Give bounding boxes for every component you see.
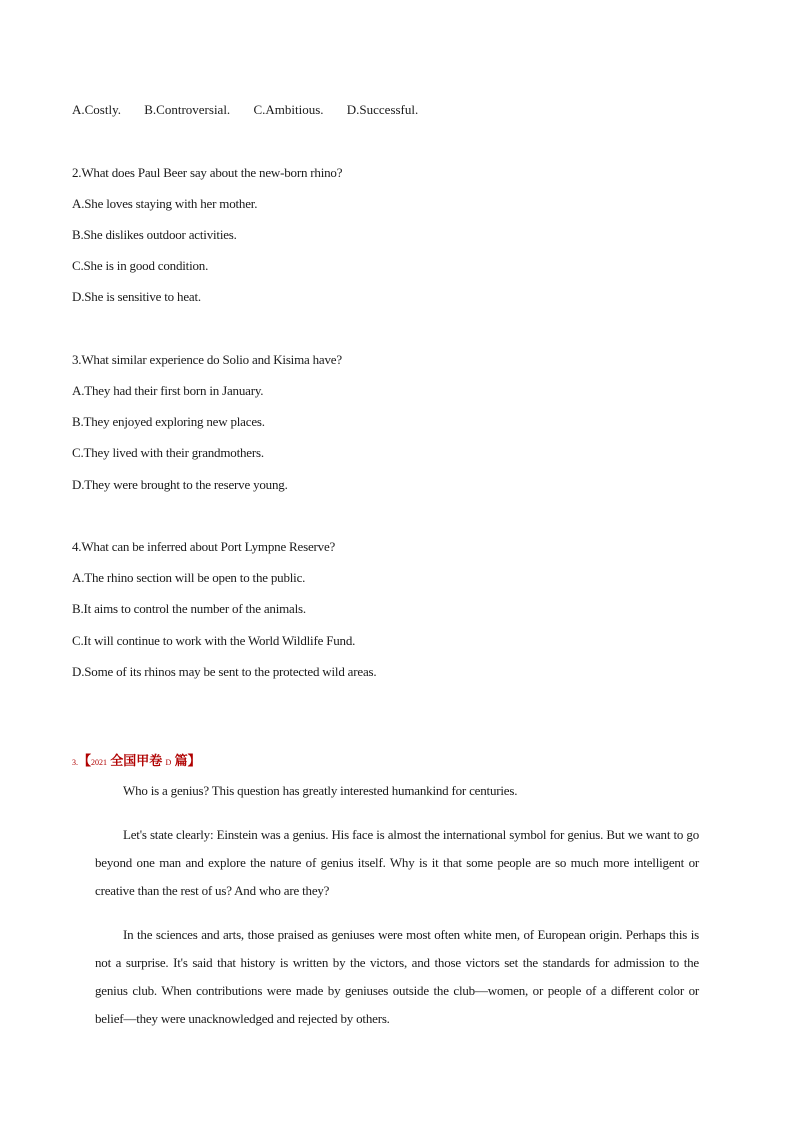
passage-paragraph-3: In the sciences and arts, those praised as geniuses were most often white men, of European origin. Perhaps this is not a surprise. It's said that history is written by the victors, and those victors set the standards for admission to the genius club. When contributions were made by geniuses outside the club—women, or people of a different color or belief—they were unacknowledged and rejected by others. — [95, 927, 699, 1026]
q3-option-b[interactable]: B.They enjoyed exploring new places. — [72, 414, 265, 429]
section-part-letter: D — [165, 758, 172, 767]
q1-option-b[interactable]: B.Controversial. — [144, 102, 231, 117]
q1-options — [72, 102, 438, 118]
q4-option-a[interactable]: A.The rhino section will be open to the public. — [72, 570, 306, 585]
section-bracket-open: 【 — [78, 753, 92, 768]
q4-option-b[interactable]: B.It aims to control the number of the animals. — [72, 601, 306, 616]
q2-option-a[interactable]: A.She loves staying with her mother. — [72, 196, 258, 211]
q3-option-a[interactable]: A.They had their first born in January. — [72, 383, 264, 398]
q4-option-d[interactable]: D.Some of its rhinos may be sent to the protected wild areas. — [72, 664, 377, 679]
q2-option-d[interactable]: D.She is sensitive to heat. — [72, 289, 201, 304]
passage-paragraph-2: Let's state clearly: Einstein was a genius. His face is almost the international symbol for genius. But we want to go beyond one man and explore the nature of genius itself. Why is it that some people are so much more intelligent or creative than the rest of us? And who are they? — [95, 827, 699, 898]
section-bracket-close: 】 — [187, 753, 201, 768]
q2-option-b[interactable]: B.She dislikes outdoor activities. — [72, 227, 237, 242]
q1-option-d[interactable]: D.Successful. — [346, 102, 419, 117]
section-number: 3. — [72, 758, 78, 767]
q3-option-c[interactable]: C.They lived with their grandmothers. — [72, 445, 264, 460]
q1-option-c[interactable]: C.Ambitious. — [253, 102, 324, 117]
section-year: 2021 — [91, 758, 108, 767]
q2-option-c[interactable]: C.She is in good condition. — [72, 258, 209, 273]
q3-question: 3.What similar experience do Solio and Kisima have? — [72, 352, 342, 367]
q4-option-c[interactable]: C.It will continue to work with the World Wildlife Fund. — [72, 633, 356, 648]
q2-question: 2.What does Paul Beer say about the new-born rhino? — [72, 165, 343, 180]
section-part-suffix: 篇 — [174, 753, 188, 768]
passage-paragraph-1: Who is a genius? This question has greatly interested humankind for centuries. — [123, 783, 518, 798]
q1-option-a[interactable]: A.Costly. — [72, 102, 121, 117]
section-title: 全国甲卷 — [110, 753, 163, 768]
q3-option-d[interactable]: D.They were brought to the reserve young. — [72, 477, 288, 492]
q4-question: 4.What can be inferred about Port Lympne Reserve? — [72, 539, 336, 554]
section-heading — [72, 752, 201, 772]
